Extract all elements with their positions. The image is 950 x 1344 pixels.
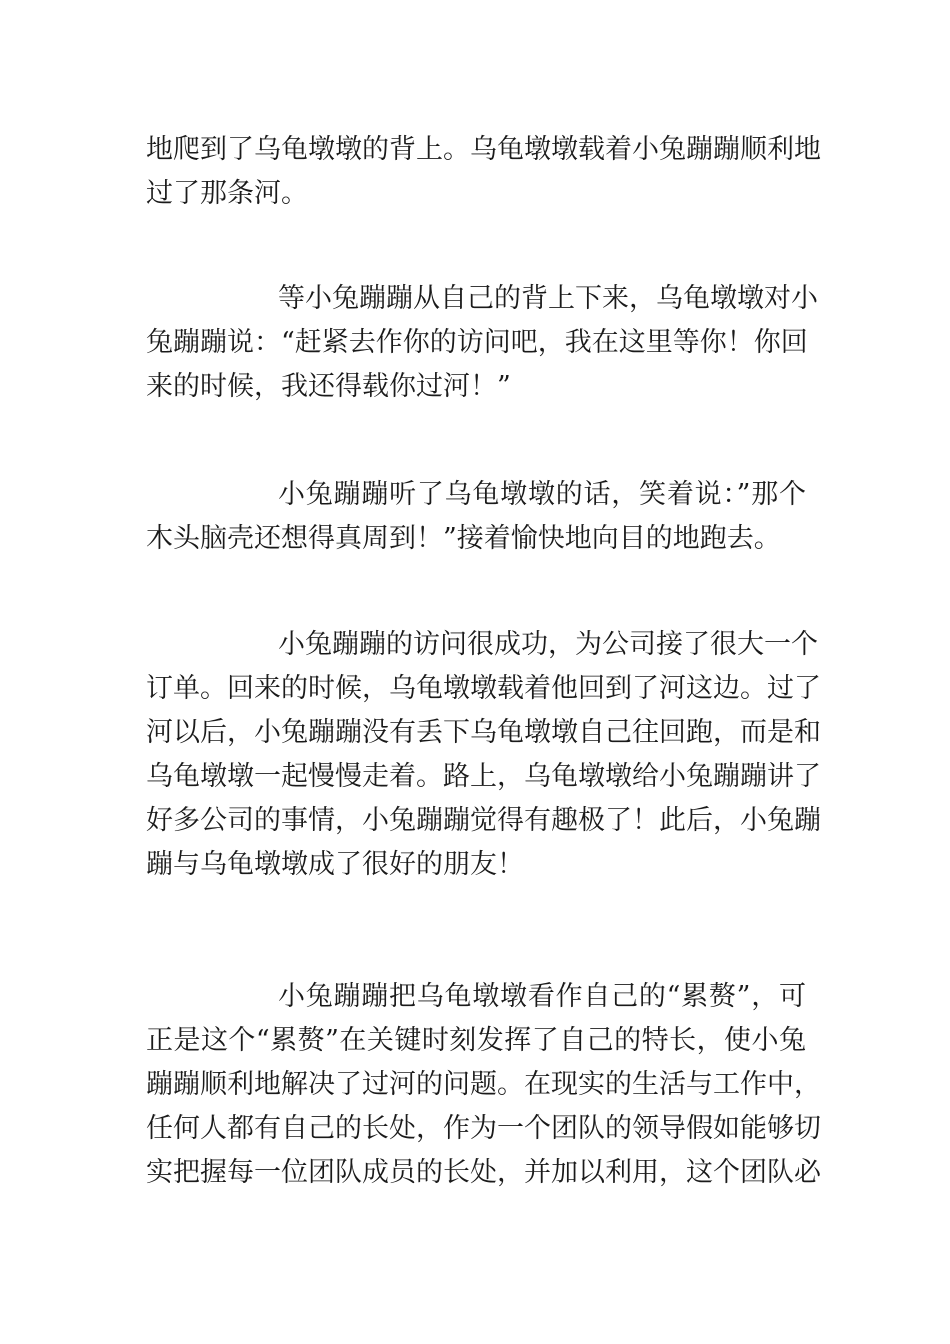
text-line: 乌龟墩墩一起慢慢走着。路上，乌龟墩墩给小兔蹦蹦讲了 — [146, 761, 821, 792]
paragraph-4 — [146, 623, 821, 887]
paragraph-1 — [146, 128, 821, 216]
text-line: 河以后，小兔蹦蹦没有丢下乌龟墩墩自己往回跑，而是和 — [146, 717, 821, 748]
text-line: 好多公司的事情，小兔蹦蹦觉得有趣极了！此后，小兔蹦 — [146, 805, 821, 836]
text-line: 等小兔蹦蹦从自己的背上下来，乌龟墩墩对小 — [278, 283, 818, 314]
paragraph-3 — [146, 473, 806, 561]
text-line: 过了那条河。 — [146, 178, 308, 209]
text-line: 来的时候，我还得载你过河！” — [146, 371, 511, 402]
paragraph-2 — [146, 277, 818, 409]
text-line: 任何人都有自己的长处，作为一个团队的领导假如能够切 — [146, 1113, 821, 1144]
text-line: 木头脑壳还想得真周到！”接着愉快地向目的地跑去。 — [146, 523, 781, 554]
text-line: 订单。回来的时候，乌龟墩墩载着他回到了河这边。过了 — [146, 673, 821, 704]
text-line: 小兔蹦蹦听了乌龟墩墩的话，笑着说：”那个 — [278, 479, 806, 510]
paragraph-5 — [146, 975, 821, 1195]
text-line: 正是这个“累赘”在关键时刻发挥了自己的特长，使小兔 — [146, 1025, 806, 1056]
text-line: 小兔蹦蹦把乌龟墩墩看作自己的“累赘”，可 — [278, 981, 806, 1012]
text-line: 小兔蹦蹦的访问很成功，为公司接了很大一个 — [278, 629, 818, 660]
text-line: 蹦蹦顺利地解决了过河的问题。在现实的生活与工作中， — [146, 1069, 821, 1100]
text-line: 地爬到了乌龟墩墩的背上。乌龟墩墩载着小兔蹦蹦顺利地 — [146, 134, 821, 165]
text-line: 蹦与乌龟墩墩成了很好的朋友！ — [146, 849, 524, 880]
text-line: 实把握每一位团队成员的长处，并加以利用，这个团队必 — [146, 1157, 821, 1188]
text-line: 兔蹦蹦说：“赶紧去作你的访问吧，我在这里等你！你回 — [146, 327, 808, 358]
